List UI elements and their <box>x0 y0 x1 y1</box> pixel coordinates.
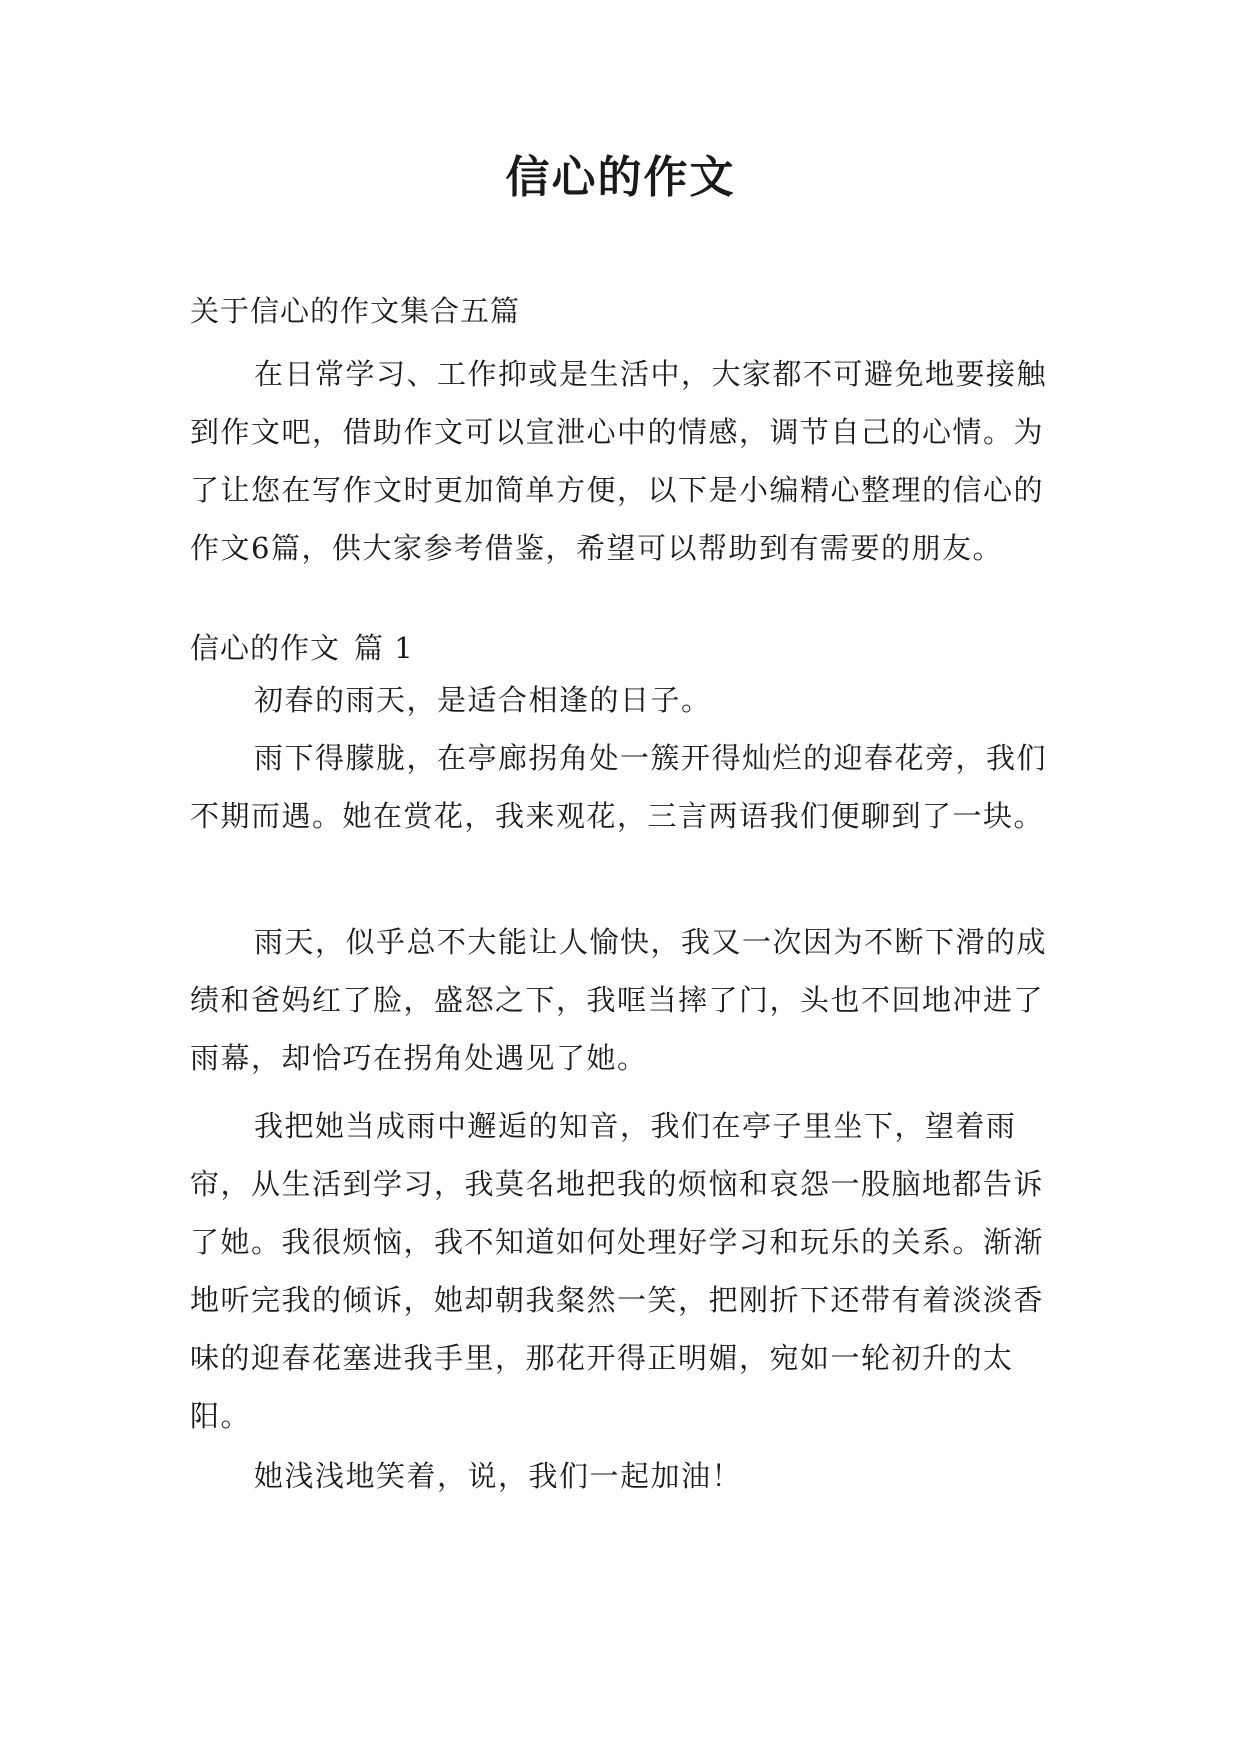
document-subtitle: 关于信心的作文集合五篇 <box>190 294 521 328</box>
intro-paragraph: 在日常学习、工作抑或是生活中，大家都不可避免地要接触到作文吧，借助作文可以宣泄心中的情感，调节自己的心情。为了让您在写作文时更加简单方便，以下是小编精心整理的信心的作文6篇，供大家参考借鉴，希望可以帮助到有需要的朋友。 <box>190 357 1048 565</box>
essay-paragraph: 我把她当成雨中邂逅的知音，我们在亭子里坐下，望着雨帘，从生活到学习，我莫名地把我的烦恼和哀怨一股脑地都告诉了她。我很烦恼，我不知道如何处理好学习和玩乐的关系。渐渐地听完我的倾诉，她却朝我粲然一笑，把刚折下还带有着淡淡香味的迎春花塞进我手里，那花开得正明媚，宛如一轮初升的太阳。 <box>190 1109 1045 1433</box>
essay-paragraph: 雨天，似乎总不大能让人愉快，我又一次因为不断下滑的成绩和爸妈红了脸，盛怒之下，我哐当摔了门，头也不回地冲进了雨幕，却恰巧在拐角处遇见了她。 <box>190 925 1048 1075</box>
essay-paragraph-block-3 <box>190 913 1070 1087</box>
essay-paragraph: 初春的雨天，是适合相逢的日子。 <box>254 683 712 717</box>
essay-paragraph: 她浅浅地笑着，说，我们一起加油！ <box>254 1459 743 1493</box>
section-heading-text: 信心的作文 <box>190 631 341 665</box>
section-heading <box>190 628 414 668</box>
essay-paragraph-block-1 <box>190 671 1070 729</box>
essay-paragraph-block-2 <box>190 729 1070 845</box>
section-number: 篇 1 <box>354 631 414 665</box>
essay-paragraph: 雨下得朦胧，在亭廊拐角处一簇开得灿烂的迎春花旁，我们不期而遇。她在赏花，我来观花，三言两语我们便聊到了一块。 <box>190 741 1048 833</box>
intro-paragraph-block <box>190 345 1070 577</box>
document-title: 信心的作文 <box>505 152 736 203</box>
essay-paragraph-block-5 <box>190 1447 1070 1505</box>
essay-paragraph-block-4 <box>190 1097 1070 1445</box>
